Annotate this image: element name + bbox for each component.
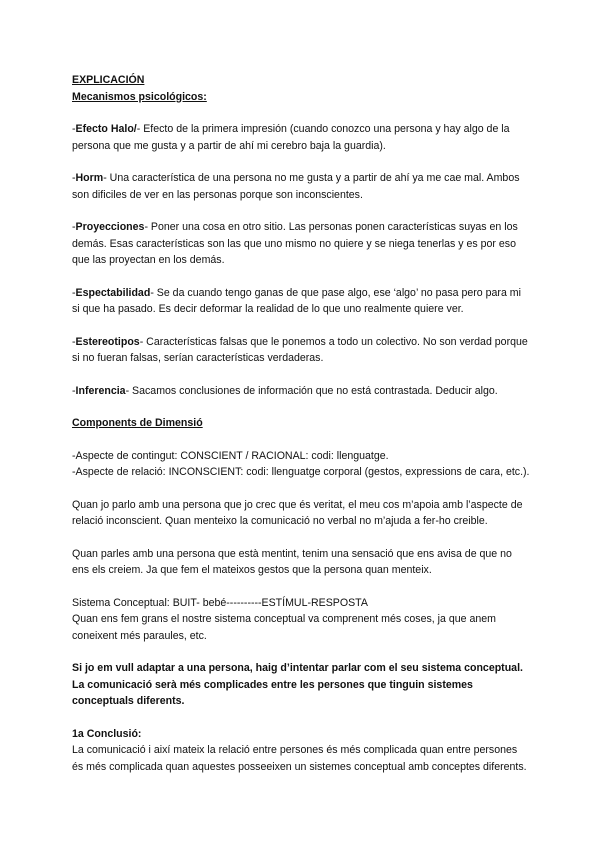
components-paragraph: Quan jo parlo amb una persona que jo crec que és veritat, el meu cos m’apoia amb l’aspecte de relació inconscient. Quan menteixo la comunicació no verbal no m’ajuda a fer-ho creible. [72,498,523,527]
mechanism-item [72,121,530,154]
mechanism-text: - Poner una cosa en otro sitio. Las personas ponen características suyas en los demás. Esas características son las que uno mismo no quiere y se niega tenerlas y es por eso que las proyectan en los demás. [72,221,518,266]
aspect-relation-line: -Aspecte de relació: INCONSCIENT: codi: llenguatge corporal (gestos, expressions de cara, etc.). [72,466,530,478]
mechanism-term: Horm [75,172,104,184]
item-prefix: - [72,172,76,184]
mechanism-term: Efecto Halo/ [75,123,137,135]
item-prefix: - [72,123,76,135]
mechanism-item [72,334,530,367]
item-prefix: - [72,221,76,233]
system-conceptual-line: Sistema Conceptual: BUIT- bebé----------ESTÍMUL-RESPOSTA [72,596,368,609]
mechanism-text: - Sacamos conclusiones de información que no está contrastada. Deducir algo. [125,384,498,397]
mechanism-item [72,383,530,400]
mechanism-text: - Se da cuando tengo ganas de que pase algo, ese ‘algo’ no pasa pero para mi si que ha pasado. Es decir deformar la realidad de lo que uno realmente quiere ver. [72,286,521,315]
bold-statement-line2: La comunicació serà més complicades entre les persones que tinguin sistemes conceptuals diferents. [72,678,473,707]
section-title-mecanismos: Mecanismos psicológicos: [72,90,207,103]
components-aspects [72,448,530,481]
mechanism-item [72,219,530,269]
mechanism-text: - Una característica de una persona no me gusta y a partir de ahí ya me cae mal. Ambos son dificiles de ver en las personas porque son inconscientes. [72,172,520,201]
conclusion-text: La comunicació i així mateix la relació entre persones és més complicada quan entre persones és més complicada quan aquestes posseeixen un sistemes conceptual amb conceptes diferents. [72,744,527,773]
document-title: EXPLICACIÓN [72,74,145,86]
mechanism-item [72,285,530,318]
system-conceptual-text: Quan ens fem grans el nostre sistema conceptual va comprenent més coses, ja que anem coneixent més paraules, etc. [72,613,496,642]
mechanism-term: Inferencia [75,384,126,397]
aspect-content-line: -Aspecte de contingut: CONSCIENT / RACIONAL: codi: llenguatge. [72,449,389,462]
mechanism-item [72,170,530,203]
mechanism-term: Espectabilidad [75,286,151,299]
mechanism-term: Proyecciones [75,221,145,233]
spacer [72,105,530,121]
section-title-components: Components de Dimensió [72,417,203,429]
conclusion [72,726,530,776]
bold-statement [72,660,530,710]
document-page [72,72,530,775]
item-prefix: - [72,384,76,397]
mechanism-term: Estereotipos [75,335,140,348]
bold-statement-line1: Si jo em vull adaptar a una persona, haig d’intentar parlar com el seu sistema conceptual. [72,662,523,674]
mechanism-text: - Efecto de la primera impresión (cuando conozco una persona y hay algo de la persona que me gusta y a partir de ahí mi cerebro baja la guardia). [72,123,510,152]
components-paragraph: Quan parles amb una persona que està mentint, tenim una sensació que ens avisa de que no ens els creiem. Ja que fem el mateixos gestos que la persona quan menteix. [72,547,512,576]
item-prefix: - [72,286,76,299]
conclusion-title: 1a Conclusió: [72,727,142,740]
mechanism-text: - Características falsas que le ponemos a todo un colectivo. No son verdad porque si no fueran falsas, serían características verdaderas. [72,335,528,364]
system-conceptual [72,595,530,645]
item-prefix: - [72,335,76,348]
